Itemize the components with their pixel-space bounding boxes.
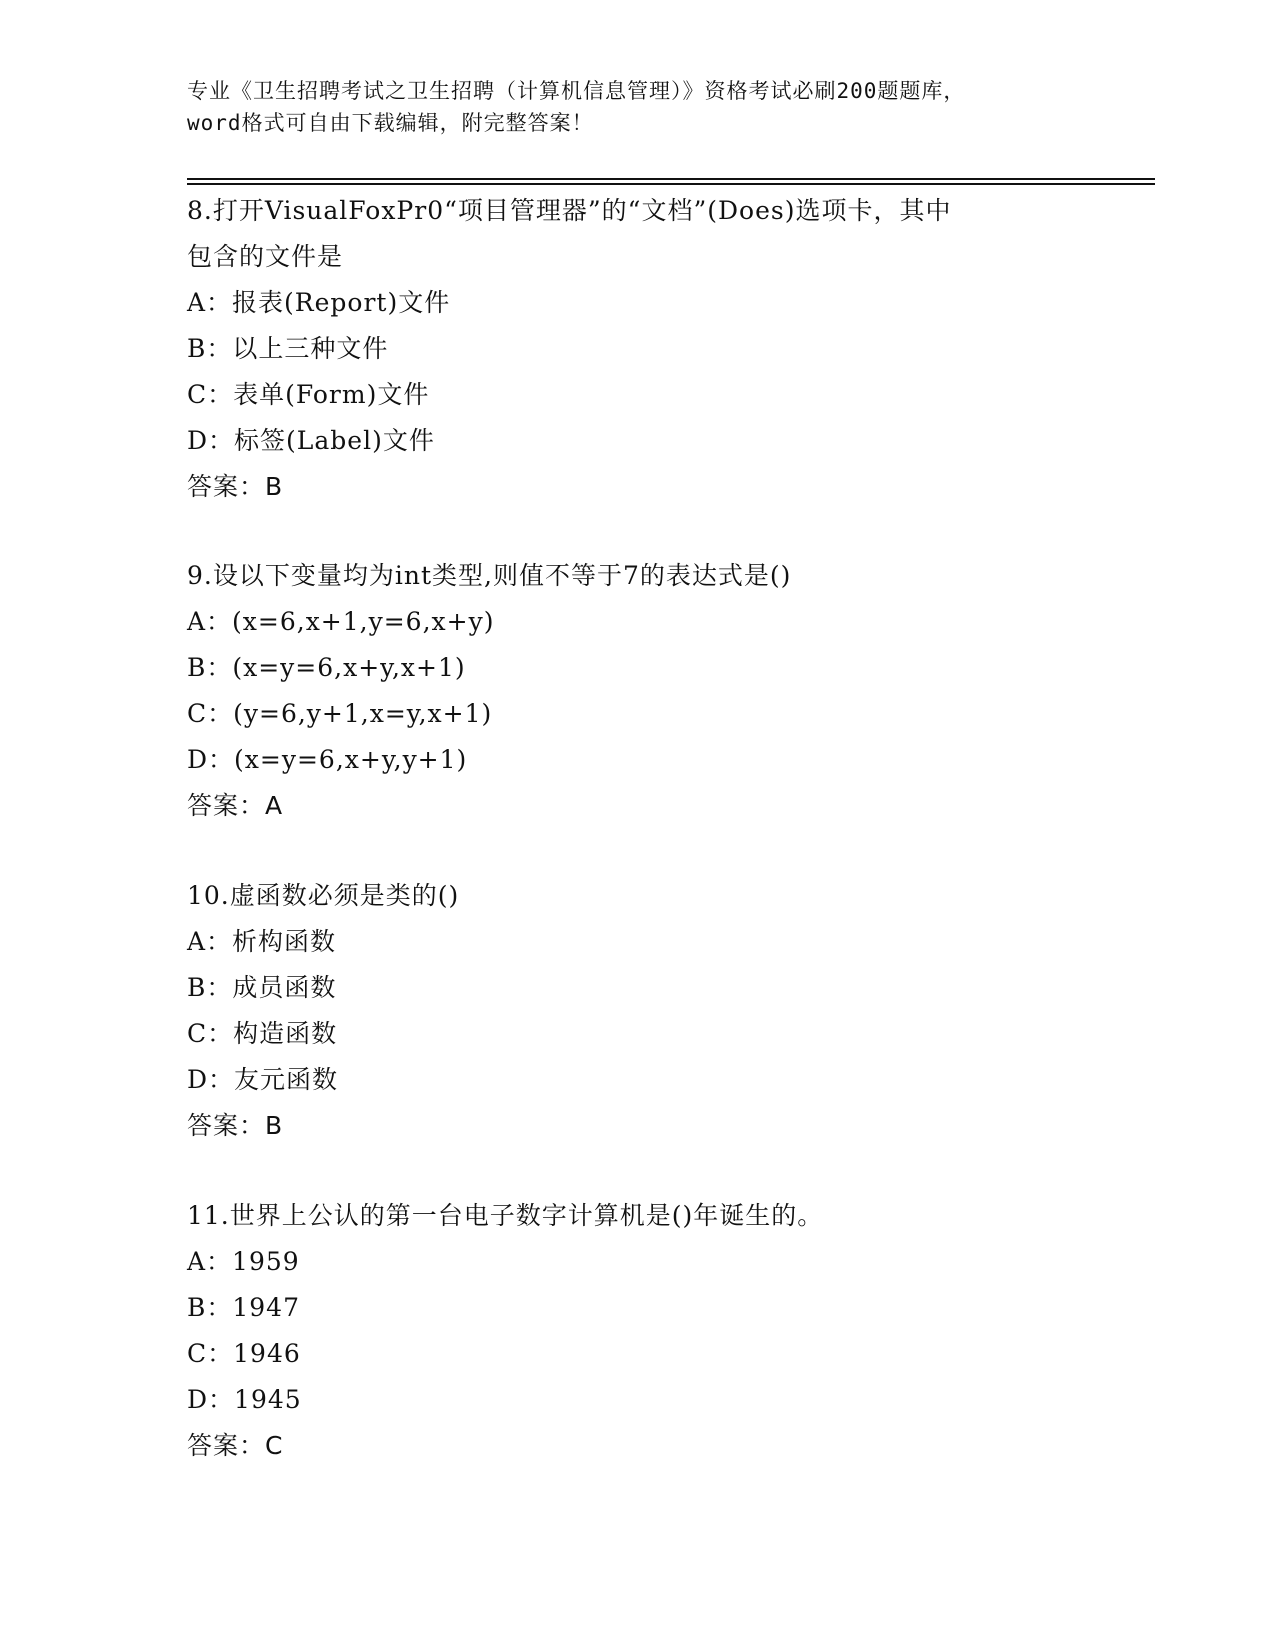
option-d: D：友元函数 [187,1065,339,1094]
option-a: A：析构函数 [187,927,337,956]
option-d: D：1945 [187,1385,302,1414]
question-stem: 10.虚函数必须是类的() [187,881,460,910]
question-stem: 8.打开VisualFoxPr0“项目管理器”的“文档”(Does)选项卡，其中 [187,196,952,225]
option-b: B：1947 [187,1293,300,1322]
document-header [187,75,1087,139]
option-a: A：1959 [187,1247,300,1276]
answer-line: 答案：B [187,1111,284,1140]
question-9 [187,553,1087,829]
option-a: A：(x=6,x+1,y=6,x+y) [187,607,495,636]
option-c: C：表单(Form)文件 [187,380,430,409]
option-b: B：成员函数 [187,973,337,1002]
header-title-line-1: 专业《卫生招聘考试之卫生招聘（计算机信息管理）》资格考试必刷200题题库， [187,79,966,103]
option-d: D：(x=y=6,x+y,y+1) [187,745,468,774]
answer-line: 答案：B [187,472,284,501]
question-11 [187,1193,1087,1469]
option-c: C：构造函数 [187,1019,338,1048]
option-a: A：报表(Report)文件 [187,288,451,317]
question-10 [187,873,1087,1149]
option-d: D：标签(Label)文件 [187,426,435,455]
option-c: C：1946 [187,1339,301,1368]
answer-line: 答案：A [187,791,284,820]
option-b: B：(x=y=6,x+y,x+1) [187,653,466,682]
answer-line: 答案：C [187,1431,284,1460]
question-stem: 11.世界上公认的第一台电子数字计算机是()年诞生的。 [187,1201,824,1230]
option-c: C：(y=6,y+1,x=y,x+1) [187,699,493,728]
question-stem-continued: 包含的文件是 [187,242,344,271]
question-8 [187,188,1087,510]
header-title-line-2: word格式可自由下载编辑，附完整答案！ [187,111,594,135]
question-stem: 9.设以下变量均为int类型,则值不等于7的表达式是() [187,561,792,590]
header-divider-bottom [187,183,1155,185]
header-divider-top [187,178,1155,180]
option-b: B：以上三种文件 [187,334,389,363]
